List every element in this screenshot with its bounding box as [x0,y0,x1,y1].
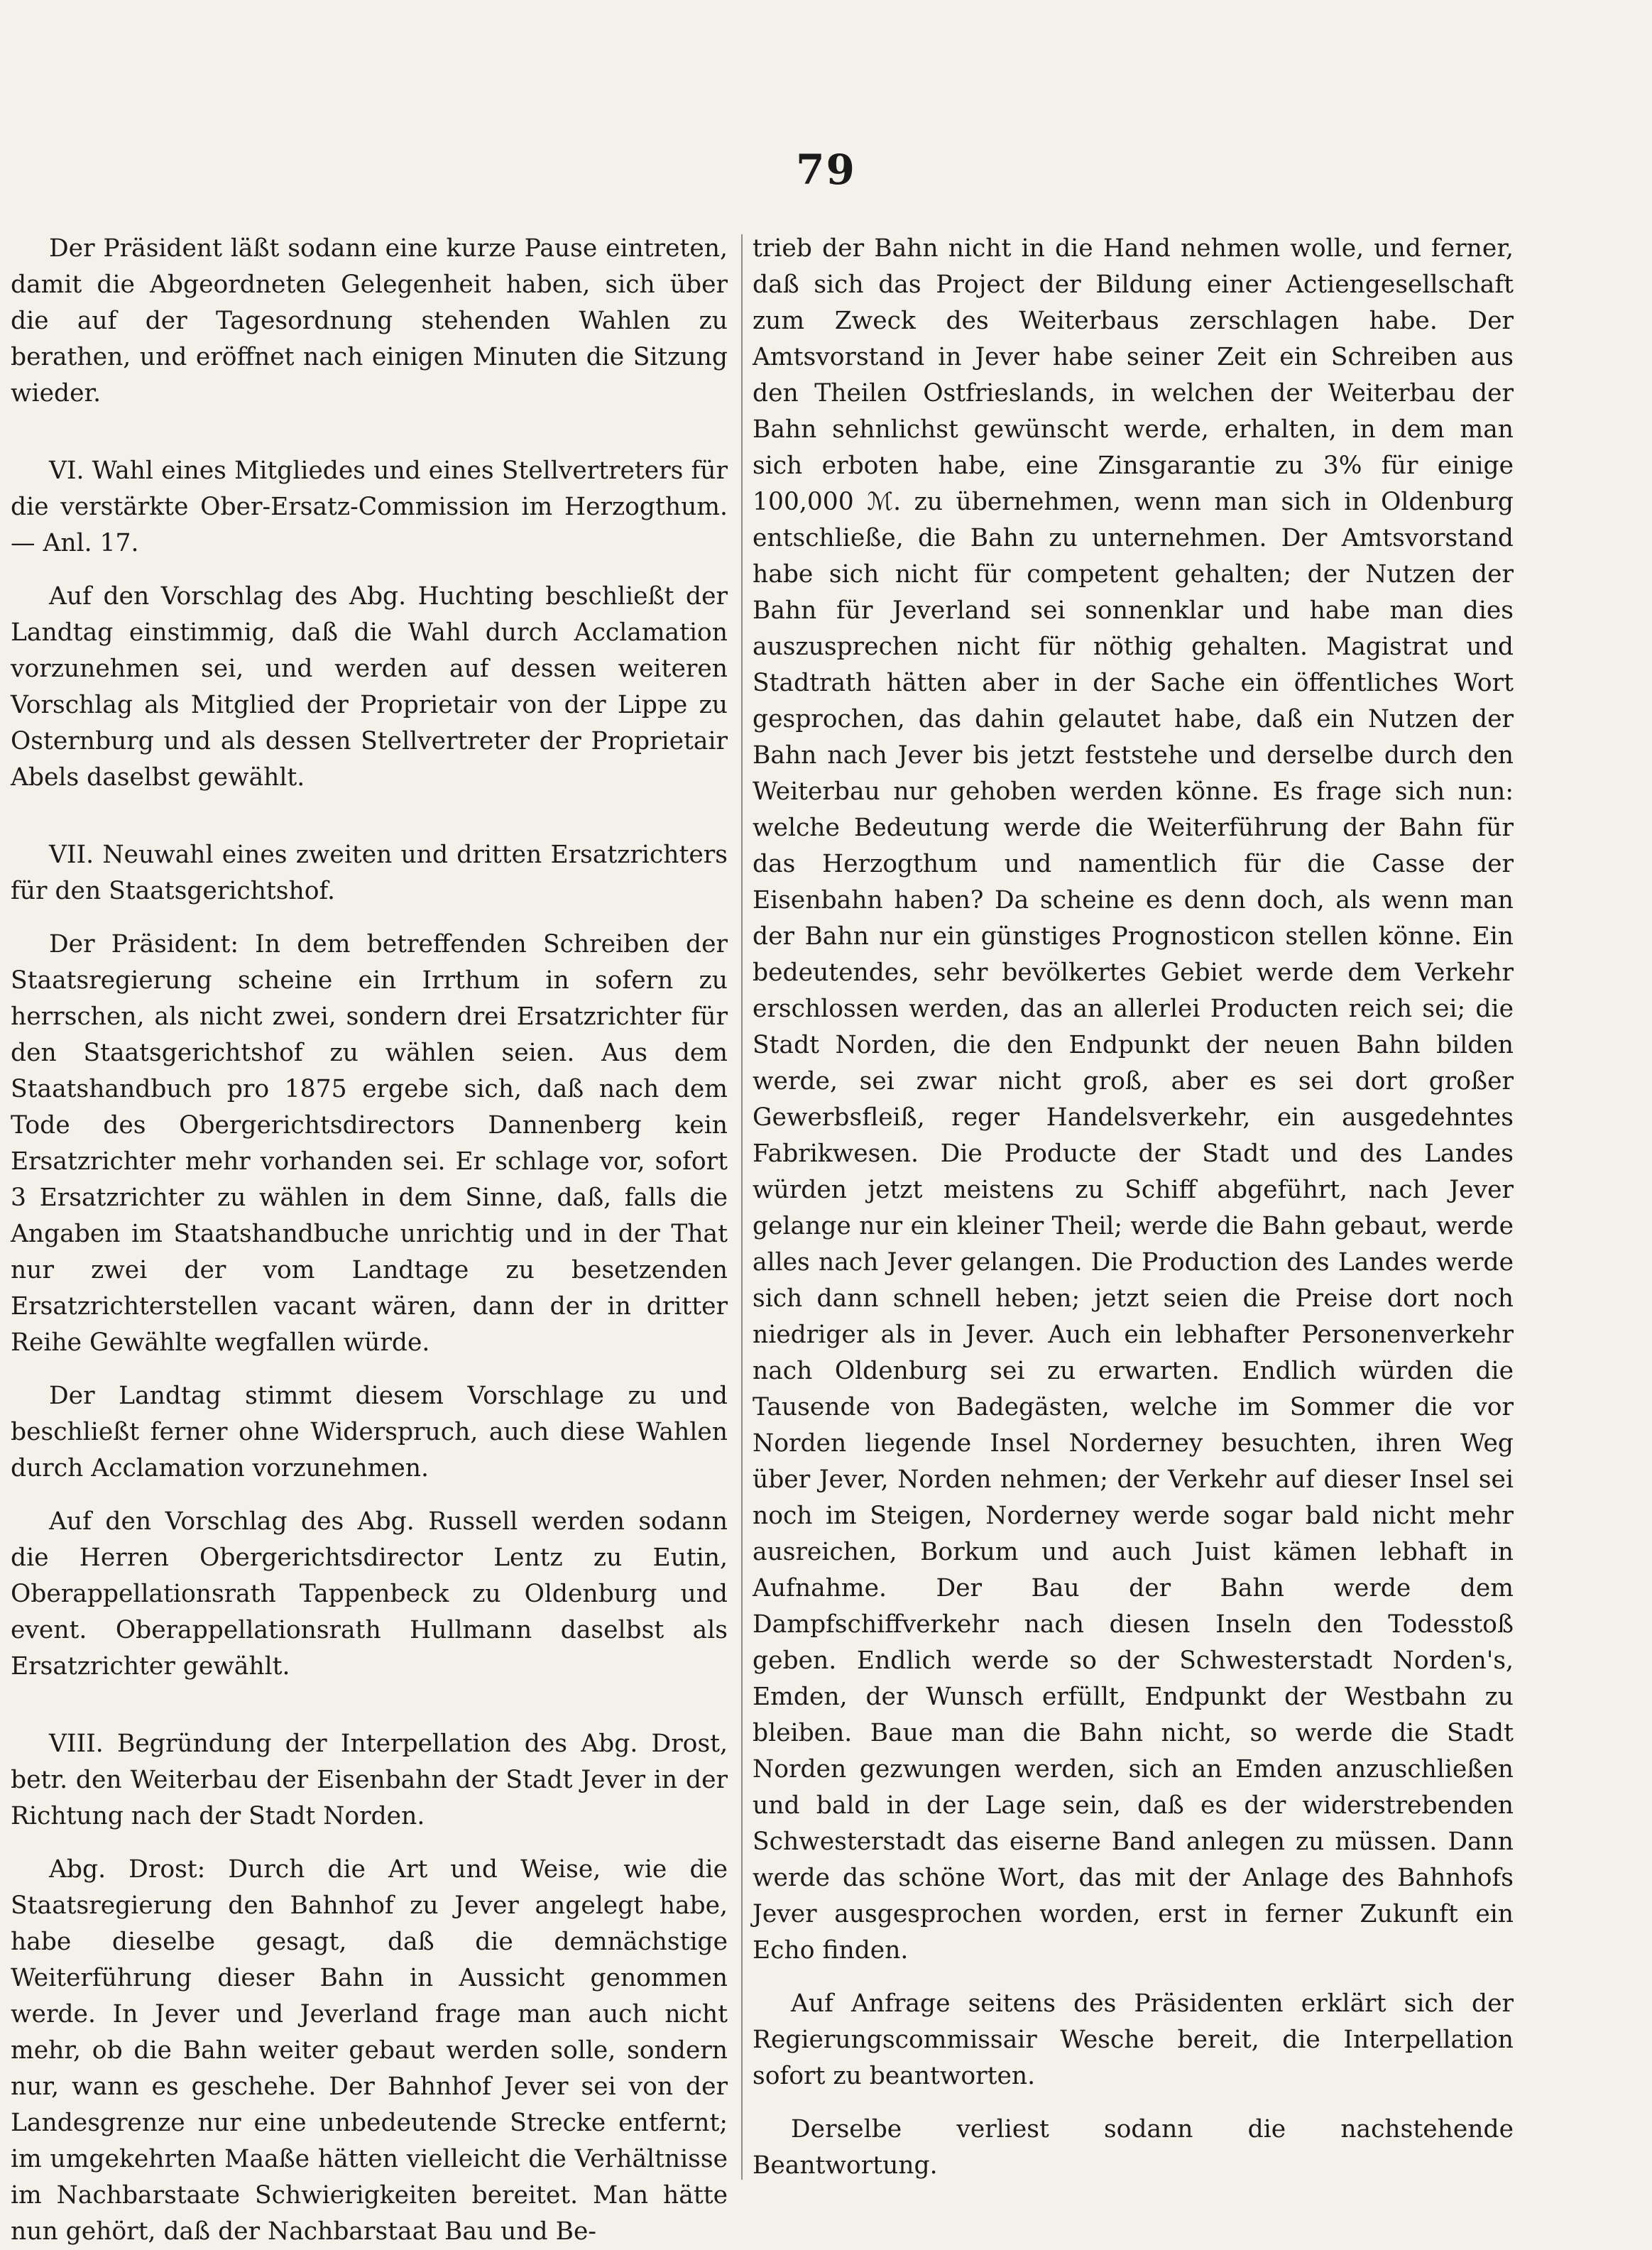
paragraph: Derselbe verliest sodann die nachstehende Beantwortung. [753,2115,1514,2180]
right-column [753,231,1514,2184]
paragraph: Auf den Vorschlag des Abg. Huchting beschließt der Landtag einstimmig, daß die Wahl durch Acclamation vorzunehmen sei, und werden auf dessen weiteren Vorschlag als Mitglied der Proprietair von der Lippe zu Osternburg und als dessen Stellvertreter der Proprietair Abels daselbst gewählt. [11,582,728,792]
paragraph: Auf den Vorschlag des Abg. Russell werden sodann die Herren Obergerichtsdirector Lentz zu Eutin, Oberappellationsrath Tappenbeck zu Oldenburg und event. Oberappellationsrath Hullmann daselbst als Ersatzrichter gewählt. [11,1507,728,1681]
section-heading: VI. Wahl eines Mitgliedes und eines Stellvertreters für die verstärkte Ober-Ersatz-Commission im Herzogthum. — Anl. 17. [11,457,728,557]
paragraph: Der Präsident: In dem betreffenden Schreiben der Staatsregierung scheine ein Irrthum in sofern zu herrschen, als nicht zwei, sondern drei Ersatzrichter für den Staatsgerichtshof zu wählen seien. Aus dem Staatshandbuch pro 1875 ergebe sich, daß nach dem Tode des Obergerichtsdirectors Dannenberg kein Ersatzrichter mehr vorhanden sei. Er schlage vor, sofort 3 Ersatzrichter zu wählen in dem Sinne, daß, falls die Angaben im Staatshandbuche unrichtig und in der That nur zwei der vom Landtage zu besetzenden Ersatzrichterstellen vacant wären, dann der in dritter Reihe Gewählte wegfallen würde. [11,930,728,1357]
column-rule [741,234,743,2180]
paragraph: Der Präsident läßt sodann eine kurze Pause eintreten, damit die Abgeordneten Gelegenheit haben, sich über die auf der Tagesordnung stehenden Wahlen zu berathen, und eröffnet nach einigen Minuten die Sitzung wieder. [11,234,728,408]
left-column [11,231,728,2250]
section-heading: VIII. Begründung der Interpellation des Abg. Drost, betr. den Weiterbau der Eisenbahn der Stadt Jever in der Richtung nach der Stadt Norden. [11,1730,728,1830]
section-heading: VII. Neuwahl eines zweiten und dritten Ersatzrichters für den Staatsgerichtshof. [11,841,728,905]
paragraph: trieb der Bahn nicht in die Hand nehmen wolle, und ferner, daß sich das Project der Bildung einer Actiengesellschaft zum Zweck des Weiterbaus zerschlagen habe. Der Amtsvorstand in Jever habe seiner Zeit ein Schreiben aus den Theilen Ostfrieslands, in welchen der Weiterbau der Bahn sehnlichst gewünscht werde, erhalten, in dem man sich erboten habe, eine Zinsgarantie zu 3% für einige 100,000 ℳ. zu übernehmen, wenn man sich in Oldenburg entschließe, die Bahn zu unternehmen. Der Amtsvorstand habe sich nicht für competent gehalten; der Nutzen der Bahn für Jeverland sei sonnenklar und habe man dies auszusprechen nicht für nöthig gehalten. Magistrat und Stadtrath hätten aber in der Sache ein öffentliches Wort gesprochen, das dahin gelautet habe, daß ein Nutzen der Bahn nach Jever bis jetzt feststehe und derselbe durch den Weiterbau nur gehoben werden könne. Es frage sich nun: welche Bedeutung werde die Weiterführung der Bahn für das Herzogthum und namentlich für die Casse der Eisenbahn haben? Da scheine es denn doch, als wenn man der Bahn nur ein günstiges Prognosticon stellen könne. Ein bedeutendes, sehr bevölkertes Gebiet werde dem Verkehr erschlossen werden, das an allerlei Producten reich sei; die Stadt Norden, die den Endpunkt der neuen Bahn bilden werde, sei zwar nicht groß, aber es sei dort großer Gewerbsfleiß, reger Handelsverkehr, ein ausgedehntes Fabrikwesen. Die Producte der Stadt und des Landes würden jetzt meistens zu Schiff abgeführt, nach Jever gelange nur ein kleiner Theil; werde die Bahn gebaut, werde alles nach Jever gelangen. Die Production des Landes werde sich dann schnell heben; jetzt seien die Preise dort noch niedriger als in Jever. Auch ein lebhafter Personenverkehr nach Oldenburg sei zu erwarten. Endlich würden die Tausende von Badegästen, welche im Sommer die vor Norden liegende Insel Norderney besuchten, ihren Weg über Jever, Norden nehmen; der Verkehr auf dieser Insel sei noch im Steigen, Norderney werde sogar bald nicht mehr ausreichen, Borkum und auch Juist kämen lebhaft in Aufnahme. Der Bau der Bahn werde dem Dampfschiffverkehr nach diesen Inseln den Todesstoß geben. Endlich werde so der Schwesterstadt Norden's, Emden, der Wunsch erfüllt, Endpunkt der Westbahn zu bleiben. Baue man die Bahn nicht, so werde die Stadt Norden gezwungen werden, sich an Emden anzuschließen und bald in der Lage sein, daß es der widerstrebenden Schwesterstadt das eiserne Band anlegen zu müssen. Dann werde das schöne Wort, das mit der Anlage des Bahnhofs Jever ausgesprochen worden, erst in ferner Zukunft ein Echo finden. [753,234,1514,1965]
page-number: 79 [796,146,856,194]
paragraph: Auf Anfrage seitens des Präsidenten erklärt sich der Regierungscommissair Wesche bereit, die Interpellation sofort zu beantworten. [753,1989,1514,2090]
paragraph: Abg. Drost: Durch die Art und Weise, wie die Staatsregierung den Bahnhof zu Jever angelegt habe, habe dieselbe gesagt, daß die demnächstige Weiterführung dieser Bahn in Aussicht genommen werde. In Jever und Jeverland frage man auch nicht mehr, ob die Bahn weiter gebaut werden solle, sondern nur, wann es geschehe. Der Bahnhof Jever sei von der Landesgrenze nur eine unbedeutende Strecke entfernt; im umgekehrten Maaße hätten vielleicht die Verhältnisse im Nachbarstaate Schwierigkeiten bereitet. Man hätte nun gehört, daß der Nachbarstaat Bau und Be- [11,1855,728,2246]
paragraph: Der Landtag stimmt diesem Vorschlage zu und beschließt ferner ohne Widerspruch, auch diese Wahlen durch Acclamation vorzunehmen. [11,1382,728,1482]
